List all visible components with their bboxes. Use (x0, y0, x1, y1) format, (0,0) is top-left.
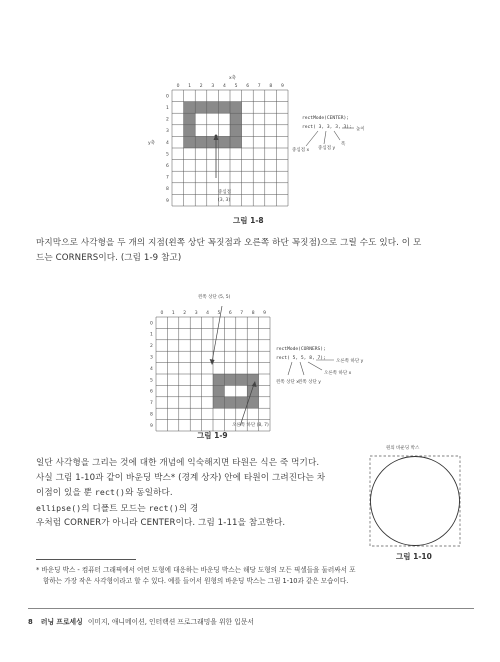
grid-column-number: 8 (269, 84, 273, 89)
grid-column-number: 3 (211, 84, 215, 89)
shaded-pixel (230, 136, 242, 148)
fig-1-8-center-label: 중심점 (218, 190, 232, 195)
figure-1-9 (0, 280, 500, 440)
book-title: 러닝 프로세싱 (40, 618, 83, 626)
paragraph-line: 이점이 있을 뿐 rect()와 동일하다. (36, 487, 173, 498)
grid-column-number: 4 (223, 84, 226, 89)
grid-row-number: 8 (150, 412, 153, 418)
grid-row-number: 0 (150, 321, 153, 327)
fig-1-9-bottom-right-label: 오른쪽 하단 (8, 7) (232, 423, 269, 428)
grid-row-number: 9 (166, 198, 169, 204)
fig-1-8-code-line-2: rect( 3, 3, 3, 3); (302, 125, 352, 130)
grid-row-number: 6 (150, 389, 153, 395)
fig-1-8-grid (166, 83, 288, 206)
shaded-pixel (184, 113, 196, 125)
fig-1-9-note-bottom-right-y: 오른쪽 하단 y (336, 359, 364, 364)
grid-column-number: 0 (176, 84, 180, 89)
fig-1-9-top-left-label: 왼쪽 상단 (5, 5) (198, 295, 231, 300)
grid-row-number: 1 (166, 106, 169, 111)
fig-1-8-note-height: 높이 (356, 127, 365, 132)
shaded-pixel (224, 374, 235, 385)
grid-row-number: 2 (166, 117, 169, 123)
fig-1-9-grid (150, 310, 270, 431)
fig-1-8-x-axis-label: x축 (229, 76, 237, 81)
shaded-pixel (230, 102, 242, 114)
shaded-pixel (224, 397, 235, 408)
code-rect: rect() (94, 487, 126, 497)
grid-row-number: 2 (150, 344, 153, 350)
code-rect: rect() (148, 502, 179, 513)
grid-row-number: 8 (166, 187, 169, 193)
figure-1-8 (0, 0, 500, 230)
grid-row-number: 9 (150, 423, 153, 429)
grid-row-number: 3 (166, 129, 169, 135)
grid-row-number: 6 (166, 164, 169, 169)
grid-column-number: 1 (171, 311, 175, 316)
fig-1-8-center-coords: (3, 3) (218, 198, 231, 203)
fig-1-8-annotation-arrows (306, 128, 354, 146)
shaded-pixel (218, 136, 230, 148)
figure-1-9-caption: 그림 1-9 (197, 431, 228, 440)
grid-column-number: 6 (228, 311, 232, 316)
grid-row-number: 7 (150, 401, 153, 407)
code-ellipse: ellipse() (36, 502, 82, 513)
grid-column-number: 6 (246, 84, 250, 89)
grid-row-number: 5 (150, 378, 153, 384)
grid-column-number: 9 (281, 84, 284, 89)
fig-1-8-y-axis-label: y축 (148, 141, 156, 146)
footnote-line: * 바운딩 박스 - 컴퓨터 그래픽에서 어떤 도형에 대응하는 바운딩 박스는 해당 도형의 모든 픽셀들을 둘러싸서 포 (36, 566, 356, 574)
grid-row-number: 1 (150, 332, 153, 338)
shaded-pixel (236, 397, 247, 408)
fig-1-8-note-width: 폭 (341, 142, 346, 147)
fig-1-9-note-top-left-x: 왼쪽 상단 x (276, 380, 299, 385)
grid-row-number: 3 (150, 355, 153, 361)
shaded-pixel (218, 102, 230, 114)
grid-column-number: 1 (188, 84, 192, 89)
fig-1-9-note-bottom-right-x: 오른쪽 하단 x (324, 371, 352, 376)
shaded-pixel (230, 113, 242, 125)
shaded-pixel (184, 125, 196, 137)
shaded-pixel (230, 125, 242, 137)
footer-rule (28, 608, 474, 609)
paragraph-corners (36, 236, 476, 265)
circle-shape (371, 457, 460, 546)
shaded-pixel (184, 136, 196, 148)
shaded-pixel (213, 374, 224, 385)
footnote (36, 565, 476, 587)
page-number: 8 (28, 618, 33, 626)
fig-1-8-code-line-1: rectMode(CENTER); (302, 116, 350, 121)
grid-row-number: 0 (166, 94, 169, 100)
book-subtitle: 이미지, 애니메이션, 인터랙션 프로그래밍을 위한 입문서 (87, 618, 254, 626)
grid-column-number: 9 (263, 311, 266, 316)
paragraph-line: 우처럼 CORNER가 아니라 CENTER이다. 그림 1-11을 참고한다. (36, 518, 286, 528)
grid-row-number: 4 (166, 140, 169, 146)
grid-row-number: 4 (150, 366, 153, 372)
grid-column-number: 7 (240, 311, 244, 316)
figure-1-8-caption: 그림 1-8 (233, 216, 264, 225)
fig-1-8-note-center-x: 중심점 x (292, 148, 310, 153)
fig-1-9-code-line-1: rectMode(CORNERS); (276, 347, 326, 352)
footnote-rule (36, 559, 136, 560)
grid-column-number: 4 (206, 311, 209, 316)
shaded-pixel (236, 374, 247, 385)
shaded-pixel (195, 102, 207, 114)
paragraph-line: 마지막으로 사각형을 두 개의 지점(왼쪽 상단 꼭짓점과 오른쪽 하단 꼭짓점)으로 그릴 수도 있다. 이 모 (36, 238, 422, 248)
paragraph-line: 일단 사각형을 그리는 것에 대한 개념에 익숙해지면 타원은 식은 죽 먹기다. (36, 458, 320, 468)
figure-1-10 (0, 440, 500, 560)
paragraph-line: ellipse()의 디폴트 모드는 rect()의 경 (36, 502, 199, 514)
grid-column-number: 5 (234, 84, 238, 89)
grid-row-number: 5 (166, 152, 169, 158)
shaded-pixel (184, 102, 196, 114)
grid-row-number: 7 (166, 175, 169, 181)
shaded-pixel (195, 136, 207, 148)
grid-column-number: 0 (160, 311, 164, 316)
fig-1-9-note-top-left-y: 왼쪽 상단 y (298, 380, 321, 385)
grid-column-number: 2 (183, 311, 187, 316)
fig-1-10-bounding-box-label: 원의 바운딩 박스 (386, 446, 420, 451)
grid-column-number: 8 (251, 311, 255, 316)
shaded-pixel (247, 374, 258, 385)
grid-column-number: 3 (194, 311, 198, 316)
figure-1-10-caption: 그림 1-10 (396, 552, 432, 561)
shaded-pixel (213, 385, 224, 396)
shaded-pixel (213, 397, 224, 408)
fig-1-9-code-line-2: rect( 5, 5, 8, 7); (276, 356, 326, 361)
paragraph-line: 드는 CORNERS이다. (그림 1-9 참고) (36, 252, 182, 263)
shaded-pixel (207, 102, 219, 114)
grid-column-number: 2 (199, 84, 203, 89)
paragraph-line: 사실 그림 1-10과 같이 바운딩 박스* (경계 상자) 안에 타원이 그려진다는 차 (36, 472, 326, 483)
grid-column-number: 7 (257, 84, 261, 89)
footnote-line: 함하는 가장 작은 사각형이라고 할 수 있다. 예를 들어서 원형의 바운딩 박스는 그림 1-10과 같은 모습이다. (43, 577, 349, 585)
page-footer (28, 616, 254, 626)
grid-column-number: 5 (217, 311, 221, 316)
fig-1-8-note-center-y: 중심점 y (318, 146, 336, 151)
